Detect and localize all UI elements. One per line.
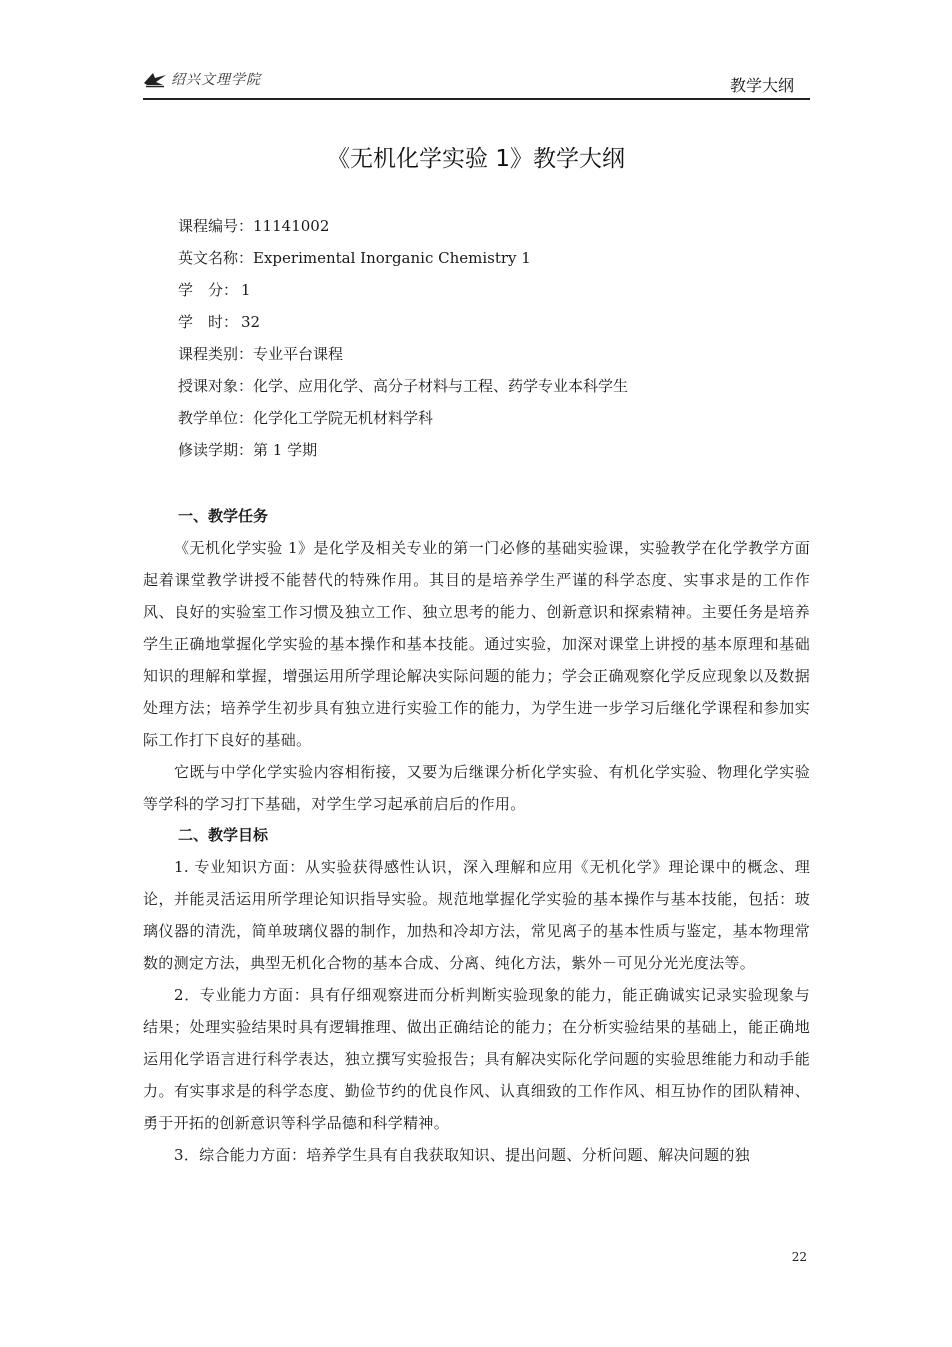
- semester-value: 第 1 学期: [253, 441, 318, 459]
- hours-row: [178, 306, 628, 338]
- english-name-row: [178, 242, 628, 274]
- section-heading-teaching-task: 一、教学任务: [178, 507, 269, 525]
- university-logo-text: 绍兴文理学院: [171, 72, 261, 88]
- audience-value: 化学、应用化学、高分子材料与工程、药学专业本科学生: [253, 377, 629, 395]
- paragraph: 《无机化学实验 1》是化学及相关专业的第一门必修的基础实验课，实验教学在化学教学方面起着课堂教学讲授不能替代的特殊作用。其目的是培养学生严谨的科学态度、实事求是的工作作风、良好的实验室工作习惯及独立工作、独立思考的能力、创新意识和探索精神。主要任务是培养学生正确地掌握化学实验的基本操作和基本技能。通过实验，加深对课堂上讲授的基本原理和基础知识的理解和掌握，增强运用所学理论解决实际问题的能力；学会正确观察化学反应现象以及数据处理方法；培养学生初步具有独立进行实验工作的能力，为学生进一步学习后继化学课程和参加实际工作打下良好的基础。: [143, 539, 810, 749]
- document-title: 《无机化学实验 1》教学大纲: [327, 146, 625, 172]
- document-body: [143, 501, 810, 1171]
- page-number: 22: [791, 1250, 807, 1264]
- semester-row: [178, 434, 628, 466]
- english-name-label: 英文名称：: [178, 249, 254, 267]
- credits-value: 1: [241, 281, 251, 299]
- paragraph: 它既与中学化学实验内容相衔接，又要为后继课分析化学实验、有机化学实验、物理化学实验等学科的学习打下基础，对学生学习起承前启后的作用。: [143, 763, 810, 813]
- course-code-row: [178, 210, 628, 242]
- category-row: [178, 338, 628, 370]
- course-code-label: 课程编号：: [178, 217, 254, 235]
- paragraph: 3．综合能力方面：培养学生具有自我获取知识、提出问题、分析问题、解决问题的独: [174, 1146, 750, 1164]
- swallow-logo-icon: [143, 70, 167, 88]
- department-row: [178, 402, 628, 434]
- english-name-value: Experimental Inorganic Chemistry 1: [253, 249, 531, 267]
- hours-label-b: 时：: [207, 313, 238, 331]
- section-heading-teaching-goals: 二、教学目标: [178, 826, 269, 844]
- course-code-value: 11141002: [253, 217, 330, 235]
- paragraph: 2．专业能力方面：具有仔细观察进而分析判断实验现象的能力，能正确诚实记录实验现象与结果；处理实验结果时具有逻辑推理、做出正确结论的能力；在分析实验结果的基础上，能正确地运用化学语言进行科学表达，独立撰写实验报告；具有解决实际化学问题的实验思维能力和动手能力。有实事求是的科学态度、勤俭节约的优良作风、认真细致的工作作风、相互协作的团队精神、勇于开拓的创新意识等科学品德和科学精神。: [143, 986, 810, 1132]
- credits-label-b: 分：: [207, 281, 238, 299]
- hours-value: 32: [241, 313, 261, 331]
- semester-label: 修读学期：: [178, 441, 254, 459]
- credits-label-a: 学: [178, 281, 194, 299]
- audience-row: [178, 370, 628, 402]
- department-value: 化学化工学院无机材料学科: [253, 409, 434, 427]
- category-value: 专业平台课程: [253, 345, 344, 363]
- audience-label: 授课对象：: [178, 377, 254, 395]
- university-logo: [143, 66, 261, 92]
- credits-row: [178, 274, 628, 306]
- hours-label-a: 学: [178, 313, 194, 331]
- category-label: 课程类别：: [178, 345, 254, 363]
- department-label: 教学单位：: [178, 409, 254, 427]
- header-document-type: 教学大纲: [729, 76, 794, 95]
- course-info: [178, 210, 628, 466]
- paragraph: 1. 专业知识方面：从实验获得感性认识，深入理解和应用《无机化学》理论课中的概念、理论，并能灵活运用所学理论知识指导实验。规范地掌握化学实验的基本操作与基本技能，包括：玻璃仪器的清洗，简单玻璃仪器的制作，加热和冷却方法，常见离子的基本性质与鉴定，基本物理常数的测定方法，典型无机化合物的基本合成、分离、纯化方法，紫外－可见分光光度法等。: [143, 858, 810, 972]
- page-header: [143, 64, 810, 100]
